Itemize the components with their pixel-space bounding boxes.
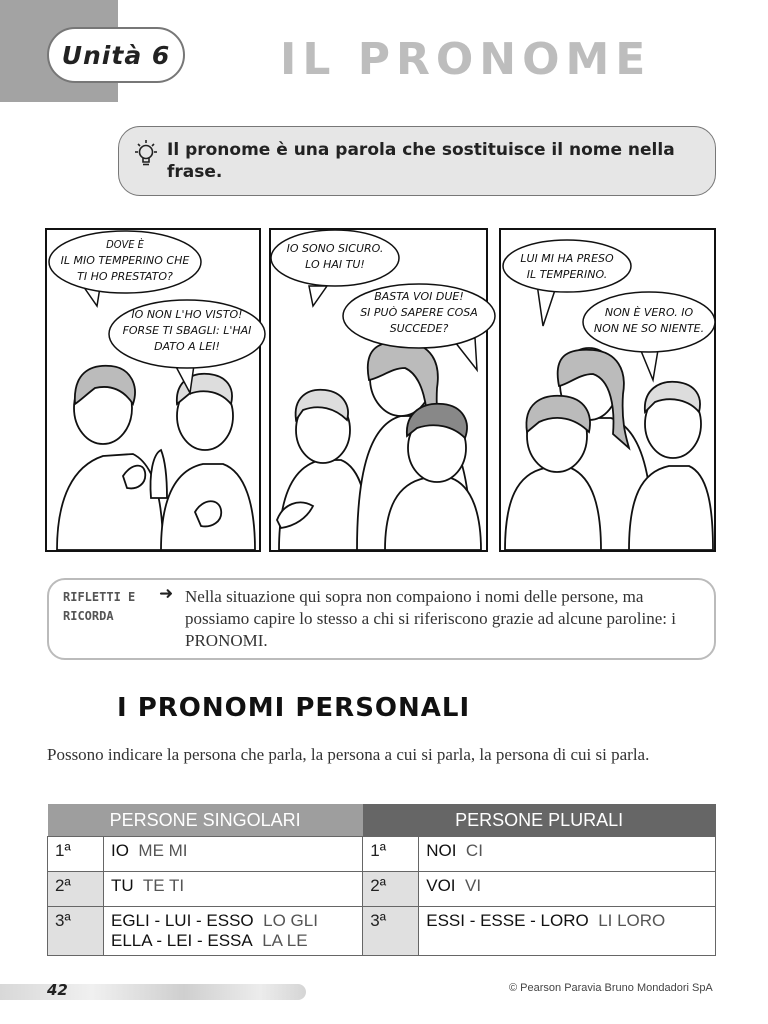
header-plural: PERSONE PLURALI <box>363 804 716 837</box>
person-number: 1ª <box>48 837 104 872</box>
comic-panel-2 <box>270 229 495 551</box>
intro-paragraph: Possono indicare la persona che parla, la persona a cui si parla, la persona di cui si parla. <box>47 745 650 764</box>
pronoun-forms: ME MI <box>138 841 188 860</box>
definition-text: Il pronome è una parola che sostituisce il nome nella frase. <box>167 140 675 182</box>
comic-strip <box>45 228 717 553</box>
lightbulb-icon <box>131 139 161 169</box>
header-singular: PERSONE SINGOLARI <box>48 804 363 837</box>
bubble-line: LUI MI HA PRESO <box>520 252 614 265</box>
bubble-line: LO HAI TU! <box>305 258 365 271</box>
page-number: 42 <box>47 981 68 999</box>
bubble-line: NON È VERO. IO <box>604 306 694 319</box>
page-title: IL PRONOME <box>280 34 652 85</box>
pronoun-main: TU <box>111 876 134 895</box>
pronoun-main: IO <box>111 841 129 860</box>
bubble-line: IO SONO SICURO. <box>286 242 384 255</box>
plural-pronouns <box>419 837 716 872</box>
bubble-line: TI HO PRESTATO? <box>77 270 173 283</box>
reflect-box <box>47 578 716 660</box>
singular-pronouns <box>104 907 363 956</box>
copyright-notice: © Pearson Paravia Bruno Mondadori SpA <box>509 982 713 994</box>
pronoun-forms: LI LORO <box>598 911 666 930</box>
pronoun-main: ELLA - LEI - ESSA <box>111 931 253 950</box>
person-number: 3ª <box>363 907 419 956</box>
bubble-line: IO NON L'HO VISTO! <box>131 308 243 321</box>
bubble-line: IL MIO TEMPERINO CHE <box>60 254 190 267</box>
table-row <box>48 907 716 956</box>
bubble-line: DOVE È <box>106 238 144 251</box>
pronoun-main: ESSI - ESSE - LORO <box>426 911 589 930</box>
reflect-label-line: RIFLETTI E <box>63 590 136 604</box>
table-row <box>48 872 716 907</box>
person-number: 3ª <box>48 907 104 956</box>
pronoun-forms: VI <box>464 876 482 895</box>
bubble-line: SI PUÒ SAPERE COSA <box>360 306 478 319</box>
pronoun-forms: CI <box>465 841 483 860</box>
unit-label: Unità 6 <box>47 27 185 83</box>
table-row <box>48 837 716 872</box>
person-number: 2ª <box>363 872 419 907</box>
singular-pronouns <box>104 837 363 872</box>
person-number: 2ª <box>48 872 104 907</box>
pronoun-main: VOI <box>426 876 456 895</box>
bubble-line: BASTA VOI DUE! <box>374 290 464 303</box>
pronoun-main: NOI <box>426 841 457 860</box>
pronoun-main: EGLI - LUI - ESSO <box>111 911 254 930</box>
reflect-label <box>63 588 135 626</box>
reflect-label-line: RICORDA <box>63 609 114 623</box>
person-number: 1ª <box>363 837 419 872</box>
pronoun-forms: LO GLI <box>263 911 318 930</box>
definition-box <box>118 126 716 196</box>
arrow-icon: ➜ <box>159 584 174 604</box>
plural-pronouns <box>419 907 716 956</box>
footer-strip <box>0 984 306 1000</box>
section-title: I PRONOMI PERSONALI <box>117 693 471 723</box>
comic-panel-1 <box>46 229 265 551</box>
pronouns-table <box>47 804 716 956</box>
pronoun-forms: TE TI <box>142 876 185 895</box>
singular-pronouns <box>104 872 363 907</box>
comic-panel-3 <box>500 229 715 551</box>
bubble-line: FORSE TI SBAGLI: L'HAI <box>122 324 252 337</box>
pronoun-forms: LA LE <box>262 931 308 950</box>
plural-pronouns <box>419 872 716 907</box>
bubble-line: SUCCEDE? <box>389 322 449 335</box>
table-header-row <box>48 804 716 837</box>
bubble-line: IL TEMPERINO. <box>526 268 608 281</box>
bubble-line: DATO A LEI! <box>154 340 220 353</box>
reflect-text: Nella situazione qui sopra non compaiono i nomi delle persone, ma possiamo capire lo stesso a chi si riferiscono grazie ad alcune paroline: i PRONOMI. <box>185 587 676 650</box>
bubble-line: NON NE SO NIENTE. <box>593 322 705 335</box>
